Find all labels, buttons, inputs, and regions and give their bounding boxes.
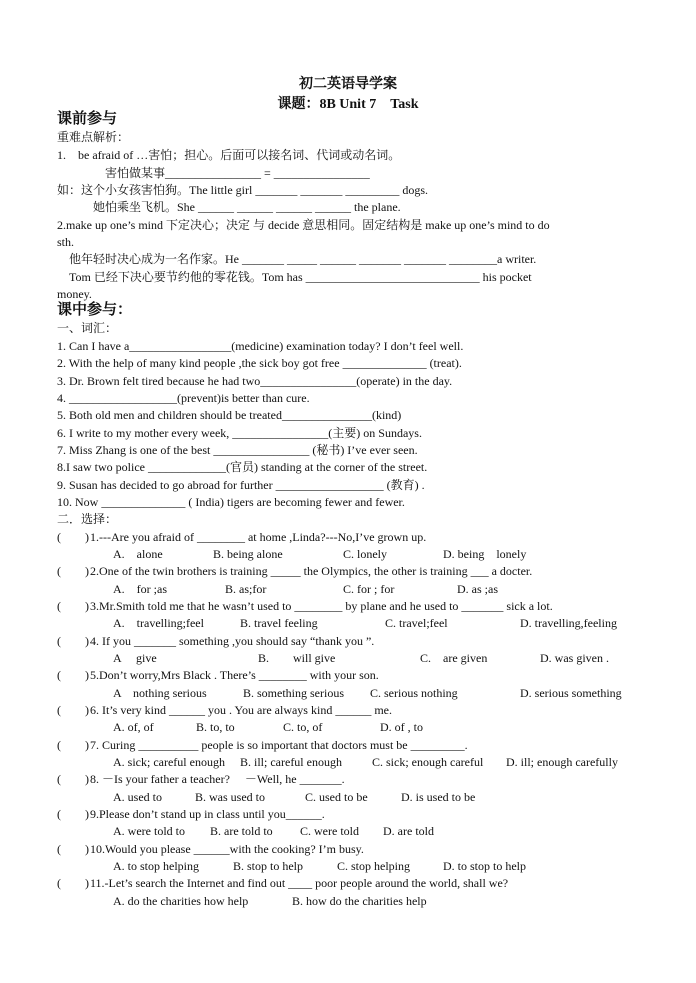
option-a: A. used to: [113, 790, 162, 804]
note-line: 她怕乘坐飞机。She ______ ______ ______ ______ the plane.: [57, 200, 401, 214]
option-d: D. as ;as: [457, 582, 498, 596]
vocab-item: 8.I saw two police _____________(官员) standing at the corner of the street.: [57, 460, 428, 474]
vocab-item: 7. Miss Zhang is one of the best ________________ (秘书) I’ve ever seen.: [57, 443, 418, 457]
option-d: D. of , to: [380, 720, 423, 734]
note-line: 2.make up one’s mind 下定决心；决定 与 decide 意思相同。固定结构是 make up one’s mind to do: [57, 218, 550, 232]
vocab-item: 1. Can I have a_________________(medicine) examination today? I don’t feel well.: [57, 339, 464, 353]
note-line: money.: [57, 287, 92, 301]
option-c: C. are given: [420, 651, 488, 665]
option-b: B. will give: [258, 651, 336, 665]
option-c: C. sick; enough careful: [372, 755, 484, 769]
option-b: B. was used to: [195, 790, 265, 804]
answer-bracket: ( ): [57, 842, 89, 856]
question-text: 7. Curing __________ people is so important that doctors must be _________.: [90, 738, 468, 752]
note-line: Tom 已经下决心要节约他的零花钱。Tom has _____________________________ his pocket: [57, 270, 532, 284]
answer-bracket: ( ): [57, 703, 89, 717]
option-a: A. travelling;feel: [113, 616, 204, 630]
option-b: B. stop to help: [233, 859, 304, 873]
option-a: A. of, of: [113, 720, 154, 734]
page-title: 初二英语导学案: [299, 77, 397, 92]
choice-heading: 二．选择：: [57, 512, 118, 526]
vocab-item: 3. Dr. Brown felt tired because he had two________________(operate) in the day.: [57, 374, 453, 388]
note-line: 害怕做某事________________ = ________________: [57, 166, 370, 180]
vocab-item: 5. Both old men and children should be treated_______________(kind): [57, 408, 402, 422]
option-c: C. stop helping: [337, 859, 411, 873]
question-text: 6. It’s very kind ______ you . You are always kind ______ me.: [90, 703, 392, 717]
option-b: B. something serious: [243, 686, 344, 700]
option-b: B. being alone: [213, 547, 283, 561]
answer-bracket: ( ): [57, 668, 89, 682]
option-d: D. was given .: [540, 651, 609, 665]
vocab-item: 10. Now ______________ ( India) tigers are becoming fewer and fewer.: [57, 495, 405, 509]
in-class-heading: 课中参与：: [57, 302, 133, 318]
vocab-item: 4. __________________(prevent)is better than cure.: [57, 391, 310, 405]
question-text: 9.Please don’t stand up in class until you______.: [90, 807, 325, 821]
option-c: C. lonely: [343, 547, 387, 561]
key-points-heading: 重难点解析：: [57, 130, 130, 144]
option-a: A. alone: [113, 547, 163, 561]
option-d: D. being lonely: [443, 547, 527, 561]
option-d: D. is used to be: [401, 790, 476, 804]
option-c: C. travel;feel: [385, 616, 448, 630]
question-text: 10.Would you please ______with the cooking? I’m busy.: [90, 842, 364, 856]
answer-bracket: ( ): [57, 738, 89, 752]
option-b: B. to, to: [196, 720, 235, 734]
note-line: sth.: [57, 235, 75, 249]
answer-bracket: ( ): [57, 876, 89, 890]
question-text: 5.Don’t worry,Mrs Black . There’s ________ with your son.: [90, 668, 379, 682]
vocab-item: 6. I write to my mother every week, ________________(主要) on Sundays.: [57, 426, 422, 440]
option-a: A give: [113, 651, 157, 665]
vocab-heading: 一、词汇：: [57, 321, 118, 335]
question-text: 8. －Is your father a teacher? －Well, he _______.: [90, 772, 345, 786]
option-c: C. were told: [300, 824, 359, 838]
vocab-item: 9. Susan has decided to go abroad for further __________________ (教育) .: [57, 478, 425, 492]
vocab-item: 2. With the help of many kind people ,the sick boy got free ______________ (treat).: [57, 356, 462, 370]
answer-bracket: ( ): [57, 807, 89, 821]
option-d: D. to stop to help: [443, 859, 526, 873]
option-a: A. were told to: [113, 824, 185, 838]
option-b: B. ill; careful enough: [240, 755, 342, 769]
lesson-subtitle: 课题：8B Unit 7 Task: [277, 97, 419, 112]
question-text: 4. If you _______ something ,you should say “thank you ”.: [90, 634, 375, 648]
option-a: A. do the charities how help: [113, 894, 249, 908]
option-d: D. ill; enough carefully: [506, 755, 618, 769]
answer-bracket: ( ): [57, 564, 89, 578]
option-b: B. travel feeling: [240, 616, 318, 630]
option-a: A. sick; careful enough: [113, 755, 225, 769]
option-b: B. how do the charities help: [292, 894, 427, 908]
option-c: C. serious nothing: [370, 686, 458, 700]
question-text: 3.Mr.Smith told me that he wasn’t used to ________ by plane and he used to _______ sick a lot.: [90, 599, 553, 613]
answer-bracket: ( ): [57, 634, 89, 648]
option-b: B. are told to: [210, 824, 273, 838]
option-c: C. to, of: [283, 720, 323, 734]
option-c: C. used to be: [305, 790, 368, 804]
option-c: C. for ; for: [343, 582, 395, 596]
option-a: A. for ;as: [113, 582, 167, 596]
pre-class-heading: 课前参与: [57, 111, 118, 127]
answer-bracket: ( ): [57, 530, 89, 544]
note-line: 如：这个小女孩害怕狗。The little girl _______ _______ _________ dogs.: [57, 183, 428, 197]
note-line: 他年轻时决心成为一名作家。He _______ _____ ______ _______ _______ ________a writer.: [57, 252, 537, 266]
question-text: 11.-Let’s search the Internet and find out ____ poor people around the world, shall we?: [90, 876, 509, 890]
option-b: B. as;for: [225, 582, 267, 596]
note-line: 1. be afraid of …害怕；担心。后面可以接名词、代词或动名词。: [57, 148, 401, 162]
answer-bracket: ( ): [57, 599, 89, 613]
answer-bracket: ( ): [57, 772, 89, 786]
option-d: D. serious something: [520, 686, 622, 700]
option-d: D. are told: [383, 824, 434, 838]
option-a: A nothing serious: [113, 686, 207, 700]
question-text: 1.---Are you afraid of ________ at home ,Linda?---No,I’ve grown up.: [90, 530, 427, 544]
question-text: 2.One of the twin brothers is training _____ the Olympics, the other is training ___ a docter.: [90, 564, 533, 578]
option-d: D. travelling,feeling: [520, 616, 617, 630]
option-a: A. to stop helping: [113, 859, 199, 873]
